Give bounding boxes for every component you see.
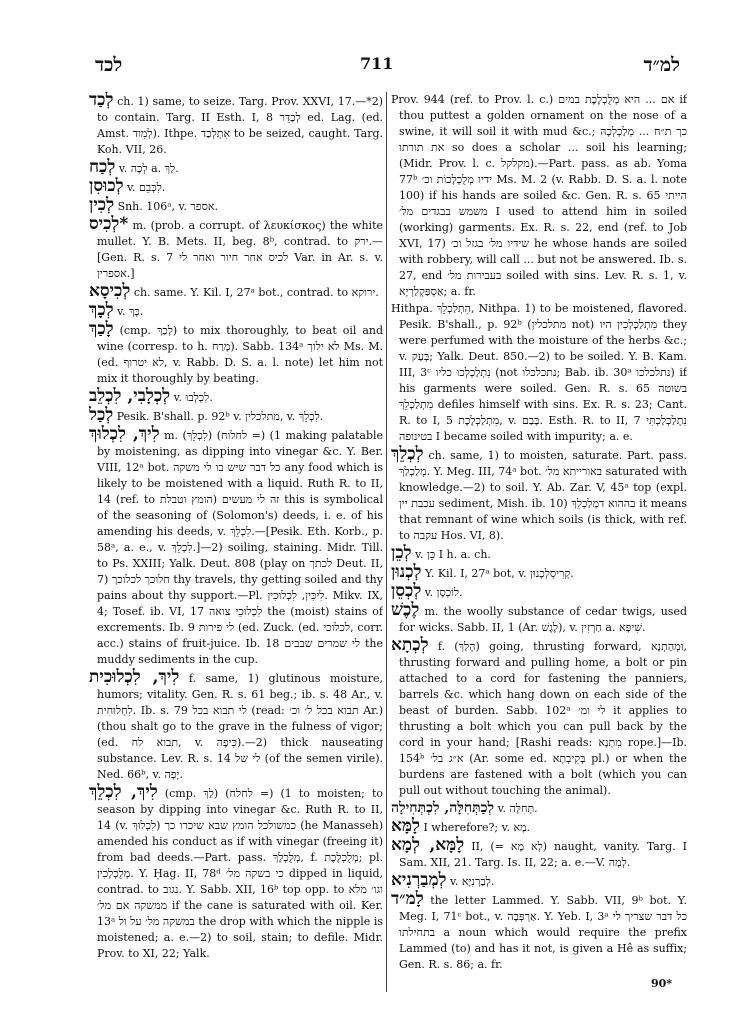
dictionary-entry <box>391 872 687 890</box>
entry-definition: II, (= לָא מָא) naught, vanity. Targ. I Sam. XII, 21. Targ. Is. II, 22; a. e.—V. לְמָה. <box>399 840 687 869</box>
entry-definition: v. כָּךְ. <box>117 305 144 318</box>
entry-definition: (cmp. לָכַךְ) to mix thoroughly, to beat oil and wine (corresp. to h. מָרַח). Sabb. 134ᵃ לא ילוך Ms. M. (ed. לא יטרוף, v. Rabb. D. S. a. l. note) let him not mix it thoroughly by beating. <box>97 324 383 385</box>
dictionary-entry <box>391 602 687 636</box>
entry-headword: לְכִיסָא <box>89 281 131 301</box>
dictionary-entry <box>89 216 383 282</box>
entry-definition: v. לִכְּבֵם. <box>127 181 166 194</box>
entry-definition: v. לְבַרְנִיָּא. <box>449 875 495 888</box>
header-guide-word-right: למ״ד <box>643 54 680 76</box>
entry-headword: *לְכִיס <box>89 214 129 234</box>
entry-definition: Prov. 944 (ref. to Prov. l. c.) אם ... היא מְלֻכְלֶכֶת במים if thou puttest a golden ornament on the nose of a swine, it will soil it with mud &c.; כך ת״ח ... מְלַכְלְכָהּ את תורתו so does a scholar ... soil his learning; (Midr. Prov. l. c. מקלקל).—Part. pass. as ab. Yoma 77ᵇ ידיו מְלֻכְלָכוֹת וכ׳ Ms. M. 2 (v. Rabb. D. S. a. l. note 100) if his hands are soiled &c. Gen. R. s. 65 הייתי משמש בבגדים מל׳ I used to attend him in soiled (working) garments. Ex. R. s. 22, end (ref. to Job XVI, 17) שידיו מל׳ בגזל וכ׳ he whose hands are soiled with robbery, will call ... but not be answered. Ib. s. 27, end בעבירות מל׳ soiled with sins. Lev. R. s. 1, v. אַסְפַּקְלַרְיָא; a. fr. <box>391 93 687 298</box>
dictionary-entry <box>391 818 687 836</box>
entry-definition: v. תְּחִלָּה. <box>497 802 538 815</box>
entry-headword: לְכְתָא <box>391 635 429 655</box>
entry-headword: לְכָךְ <box>89 300 114 320</box>
entry-headword: לֶכֶשׁ <box>391 600 420 620</box>
dictionary-entry <box>391 301 687 445</box>
dictionary-entry <box>391 446 687 544</box>
dictionary-entry <box>391 800 687 817</box>
entry-headword: לְמְבַרְנִיא <box>391 870 447 890</box>
entry-definition: m. the woolly substance of cedar twigs, used for wicks. Sabb. II, 1 (Ar. לֶגֶשׁ), v. חַרְזִין a. שִׁיפָּא. <box>399 605 687 634</box>
entry-headword: לְכְסֵן <box>391 581 422 601</box>
dictionary-entry <box>391 564 687 582</box>
entry-definition: Y. Kil. I, 27ᵃ bot, v. קְרִיסְלְכָנוּן. <box>424 567 574 580</box>
dictionary-entry <box>89 197 383 215</box>
entry-headword: לִיךְ, לִכְלוּךְ <box>89 424 160 444</box>
entry-headword: לְכְלָבִי, לִכְלֵב <box>89 386 171 406</box>
entry-headword: לִיךְ, לִכְלוּכִית <box>89 667 180 687</box>
dictionary-entry <box>89 407 383 425</box>
entry-definition: f. same, 1) glutinous moisture, humors; vitality. Gen. R. s. 61 beg.; ib. s. 48 Ar., v. לִחְלוּחִית. Ib. s. 79 לי תבוא בכל (read: תבוא בכל ל׳ וכ׳ Ar.) (thou shalt go to the grave in the fulness of vigor; (ed. תבוא לח, v. כִּיפָה).—2) thick nauseating substance. Lev. R. s. 14 לי של (of the semen virile). Ned. 66ᵇ, v. יָפָה. <box>97 672 383 781</box>
dictionary-entry <box>391 837 687 871</box>
entry-definition: ch. same. Y. Kil. I, 27ᵃ bot., contrad. to ירוקא. <box>133 286 379 299</box>
dictionary-entry <box>89 159 383 177</box>
dictionary-entry <box>89 178 383 196</box>
dictionary-entry <box>391 637 687 799</box>
dictionary-entry <box>89 302 383 320</box>
dictionary-entry <box>89 669 383 783</box>
entry-definition: f. (הָלַךְ) going, thrusting forward, וּמְהַתְנָא, thrusting forward and pulling home, a bolt or pin attached to a cord for fastening the panniers, barrels &c. which hang down on each side of the beast of burden. Sabb. 102ᵃ לי ומ׳ it applies to thrusting a bolt which you can pull back by the cord in your hand; [Rashi reads: מִתְנָא rope.]—Ib. 154ᵇ א״ג בל׳ (Ar. some ed. בְּקִיבְתָא pl.) or when the burdens are fastened with a bolt (which you can pull out without touching the animal). <box>399 640 687 797</box>
entry-definition: Snh. 106ᵃ, v. אספר. <box>117 200 218 213</box>
entry-headword: לְכַל <box>89 405 114 425</box>
entry-headword: לְכְנוּן <box>391 562 422 582</box>
entry-definition: ch. same, 1) to moisten, saturate. Part. pass. מְלַכְלַךְ. Y. Meg. III, 74ᵃ bot. באורייתא מל׳ saturated with knowledge.—2) to soil. Y. Ab. Zar. V, 45ᵃ top (expl. עכבת יין sediment, Mish. ib. 10) בההוא דמְלַכְלֵךְ it means that remnant of wine which soils (is thick, with ref. to עקבה Hos. VI, 8). <box>399 449 687 542</box>
entry-definition: v. כֵּן I h. a. ch. <box>415 548 491 561</box>
entry-headword: לָכַךְ <box>89 319 114 339</box>
dictionary-entry <box>89 426 383 668</box>
header-guide-word-left: לכד <box>95 54 123 76</box>
entry-headword: לָמָּא, לְמָא <box>391 835 465 855</box>
entry-headword: לְכוּסִן <box>89 176 124 196</box>
entry-headword: לְכַח <box>89 157 116 177</box>
entry-headword: לָמ״ד <box>391 889 424 909</box>
right-column <box>391 92 687 992</box>
signature-mark: 90* <box>651 977 673 990</box>
entry-headword: לְכְלֵךְ <box>391 444 424 464</box>
entry-definition: v. לוֹכְסָן. <box>424 586 463 599</box>
entry-definition: Pesik. B'shall. p. 92ᵇ v. מתלכלין, v. לִכְלֵךְ. <box>116 410 324 423</box>
left-column <box>89 92 383 992</box>
dictionary-entry <box>391 92 687 300</box>
dictionary-entry <box>391 545 687 563</box>
dictionary-entry <box>89 388 383 406</box>
dictionary-entry <box>391 583 687 601</box>
entry-headword: לְכִין <box>89 195 115 215</box>
entry-definition: Hithpa. הִתְלַכְלֵךְ, Nithpa. 1) to be moistened, flavored. Pesik. B'shall., p. 92ᵇ (מתלכלין not) מִתְלַכְלְכִין היו they were perfumed with the moisture of the herbs &c.; v. בְּעַק; Yalk. Deut. 850.—2) to be soiled. Y. B. Kam. III, 3ᶜ נִתְלַכְלְכוּ כליו (not נתכלכלו; Bab. ib. 30ᵃ נתלכלכו) if his garments were soiled. Gen. R. s. 65 בשוטה מִתְלַכְלֵךְ defiles himself with sins. Ex. R. s. 23; Cant. R. to I, 5 מִתְלַכְלֶכֶת, v. בָּבַם. Esth. R. to II, 7 נִתְלַכְלַכְתִּי בטינופה I became soiled with impurity; a. e. <box>391 302 687 443</box>
dictionary-entry <box>89 784 383 962</box>
entry-definition: m. (לִכְלֵךְ) 1) (= לחלוח) making palatable by moistening, as dipping into vinegar &c. Y. Ber. VIII, 12ᵃ bot. כל דבר שיש בו לי משקה any food which is likely to be moistened with a liquid. Ruth R. to II, 14 (ref. to הומץ וטבלת) זה לי מעשים this is symbolical of the seasoning of (Solomon's) deeds, i. e. of his amending his deeds, v. לִכְלֵךְ.—[Pesik. Eth. Korb., p. 58ᵃ, a. e., v. לִכְלֵךְ.]—2) soiling, staining. Midr. Till. to Ps. XXIII; Yalk. Deut. 808 (play on לכתך Deut. II, 7) חלוכך לכלוכך thy travels, thy getting soiled and thy pains about thy support.—Pl. לִיכִּין, לִכְלוּכִין. Mikv. IX, 4; Tosef. ib. VI, 17 לִכְלוּכֵי צואה the (moist) stains of excrements. Ib. 9 לי פירות (ed. Zuck. (ed. לכלוכי, corr. acc.) stains of fruit-juice. Ib. 18 לי שמרים שבבים the muddy sediments in the cup. <box>97 429 383 666</box>
entry-definition: v. לְכָה a. לַךְ. <box>118 162 179 175</box>
dictionary-entry <box>89 92 383 158</box>
entry-headword: לָמָּא <box>391 816 420 836</box>
entry-definition: v. לִכְלְבוּ. <box>173 391 213 404</box>
column-divider <box>386 92 387 992</box>
entry-definition: (cmp. לַךְ) 1) (= לחלח) to moisten; to season by dipping into vinegar &c. Ruth R. to II, 14 (v. לִכְלוּךְ) כמשולכל הומץ שבא שיכרו כך (he Manasseh) amended his conduct as if with vinegar (freeing it) from bad deeds.—Part. pass. מְלֻכְלָךְ, f. מְלֻכְלֶכֶת; pl. מְלֻכְלָכִין. Y. Ḥag. II, 78ᵈ כי בשקה מל׳ dipped in liquid, contrad. to נגוב. Y. Sabb. XII, 16ᵇ top opp. to וגו׳ מלא ממשקה אם מל׳ if the cane is saturated with oil. Ker. 13ᵃ במשקה מל׳ על ול the drop with which the nipple is moistened; a. e.—2) to soil, stain; to defile. Midr. Prov. to XI, 22; Yalk. <box>97 787 383 960</box>
dictionary-entry <box>89 321 383 387</box>
entry-headword: לְכַתְּחִלָּה, לִכְתְּחִילָה <box>391 800 495 816</box>
dictionary-entry <box>391 891 687 973</box>
dictionary-entry <box>89 283 383 301</box>
page-header <box>95 54 680 76</box>
page-number: 711 <box>360 54 394 73</box>
entry-headword: לְכַד <box>89 92 114 110</box>
entry-headword: לְכֵן <box>391 543 412 563</box>
entry-headword: לִיךְ, לִכְלֵךְ <box>89 782 158 802</box>
entry-definition: the letter Lammed. Y. Sabb. VII, 9ᵇ bot. Y. Meg. I, 71ᶜ bot., v. אַרְפְּבָה. Y. Yeb. I, 3ᵃ כל דבר שצריך לי בתחילתו a noun which would require the prefix Lammed (to) and has it not, is given a Hê as suffix; Gen. R. s. 86; a. fr. <box>399 894 687 971</box>
entry-definition: ch. 1) same, to seize. Targ. Prov. XXVI, 17.—*2) to contain. Targ. II Esth. I, 8 לְכַדֵּר ed. Lag. (ed. Amst. לְמִוד). Ithpe. אִתְלְכַד to be seized, caught. Targ. Koh. VII, 26. <box>97 95 383 156</box>
entry-definition: m. (prob. a corrupt. of λευκίσκος) the white mullet. Y. B. Mets. II, beg. 8ᵇ, contrad. to ירק.—[Gen. R. s. 7 לכיס אחר חיור ואחר לי Var. in Ar. s. v. אספרין.] <box>97 219 383 280</box>
entry-definition: I wherefore?; v. מָא. <box>423 821 531 834</box>
